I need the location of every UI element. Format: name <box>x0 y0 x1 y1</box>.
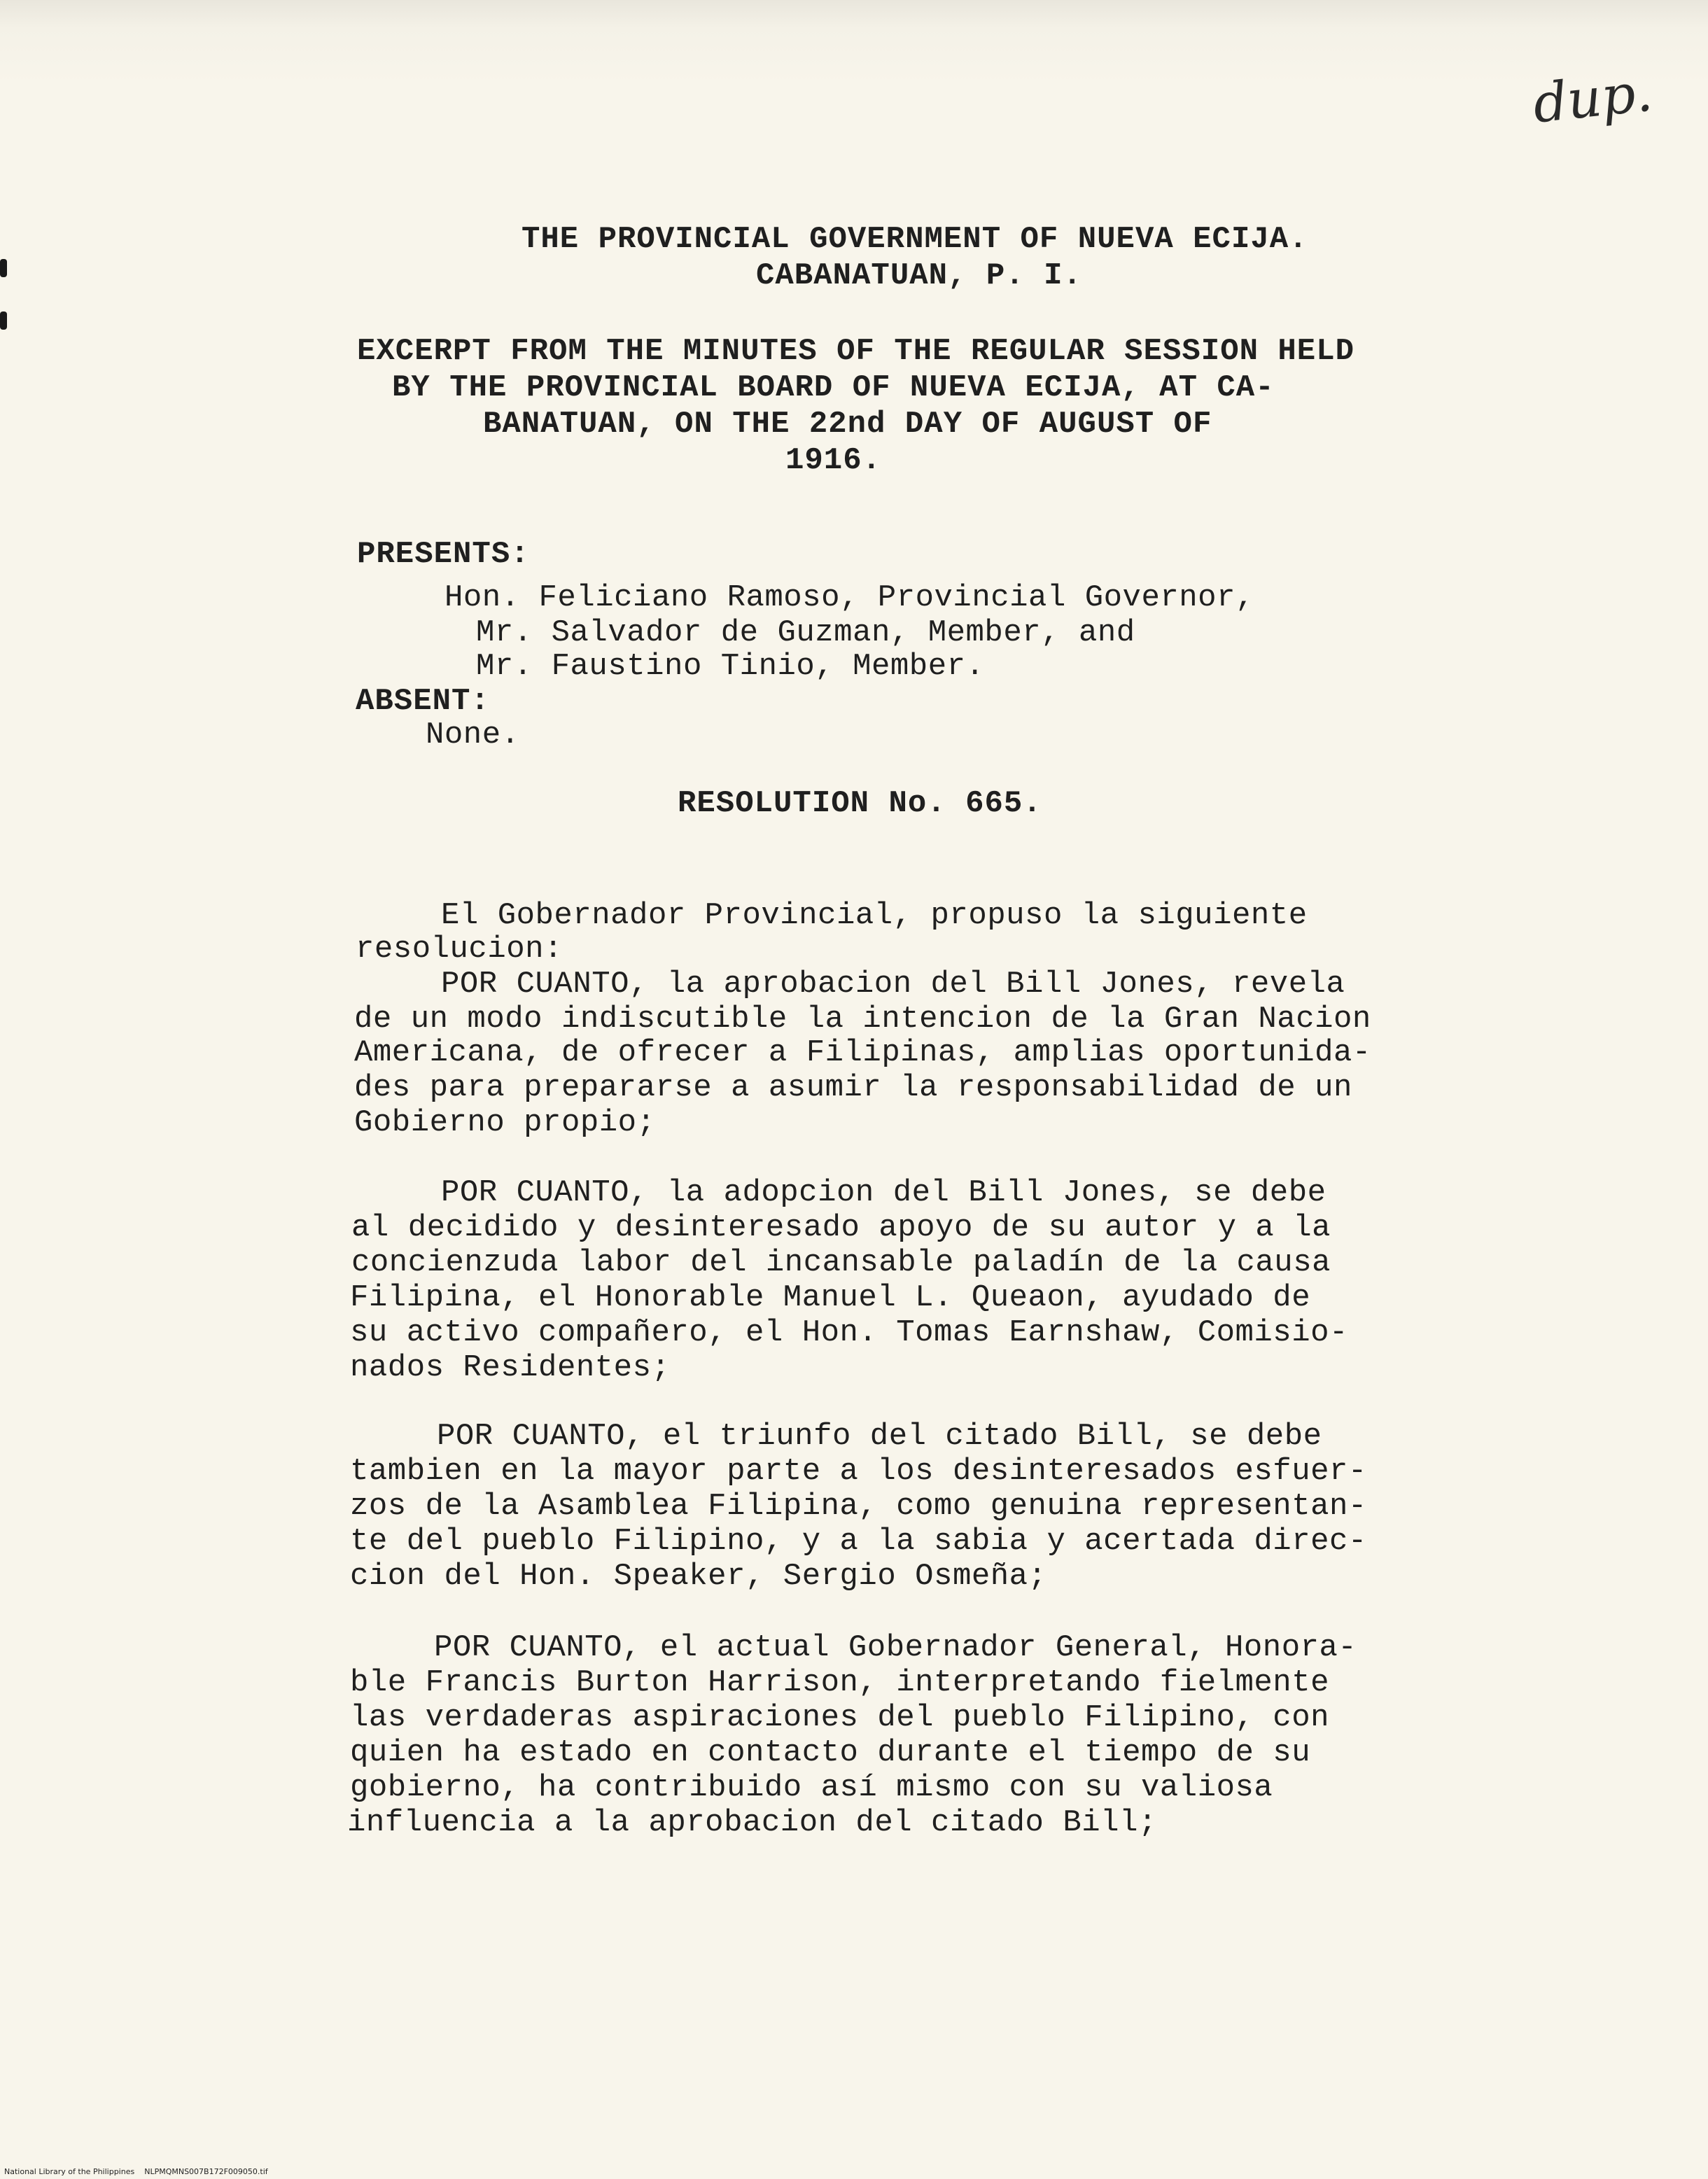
intro-line-2: resolucion: <box>356 932 563 967</box>
absent-label: ABSENT: <box>356 684 490 719</box>
paragraph-4-line-2: ble Francis Burton Harrison, interpretando fielmente <box>350 1665 1330 1700</box>
resolution-title: RESOLUTION No. 665. <box>678 786 1042 821</box>
paragraph-4-line-6: influencia a la aprobacion del citado Bill; <box>347 1805 1157 1840</box>
paragraph-2-line-2: al decidido y desinteresado apoyo de su autor y a la <box>351 1210 1331 1245</box>
paragraph-2-line-1: POR CUANTO, la adopcion del Bill Jones, se debe <box>441 1175 1326 1210</box>
presents-member-1: Hon. Feliciano Ramoso, Provincial Governor, <box>444 580 1254 615</box>
paragraph-1-line-2: de un modo indiscutible la intencion de la Gran Nacion <box>354 1002 1371 1037</box>
paragraph-1-line-1: POR CUANTO, la aprobacion del Bill Jones, revela <box>441 967 1345 1002</box>
paragraph-4-line-4: quien ha estado en contacto durante el tiempo de su <box>350 1735 1311 1770</box>
paragraph-3-line-1: POR CUANTO, el triunfo del citado Bill, se debe <box>437 1419 1322 1454</box>
paragraph-1-line-4: des para prepararse a asumir la responsabilidad de un <box>354 1070 1352 1105</box>
intro-line-1: El Gobernador Provincial, propuso la siguiente <box>441 898 1308 933</box>
paragraph-1-line-5: Gobierno propio; <box>354 1105 656 1140</box>
paragraph-2-line-4: Filipina, el Honorable Manuel L. Queaon, ayudado de <box>350 1280 1311 1315</box>
paragraph-4-line-1: POR CUANTO, el actual Gobernador General, Honora- <box>434 1630 1357 1665</box>
excerpt-line-2: BY THE PROVINCIAL BOARD OF NUEVA ECIJA, AT CA- <box>392 370 1275 405</box>
header-line-1: THE PROVINCIAL GOVERNMENT OF NUEVA ECIJA. <box>522 222 1308 257</box>
paragraph-3-line-3: zos de la Asamblea Filipina, como genuina representan- <box>350 1489 1367 1524</box>
header-line-2: CABANATUAN, P. I. <box>756 258 1082 293</box>
paragraph-2-line-3: concienzuda labor del incansable paladín de la causa <box>351 1245 1331 1280</box>
absent-value: None. <box>426 717 520 752</box>
presents-member-2: Mr. Salvador de Guzman, Member, and <box>476 615 1135 650</box>
paragraph-4-line-3: las verdaderas aspiraciones del pueblo Filipino, con <box>350 1700 1330 1735</box>
paragraph-2-line-5: su activo compañero, el Hon. Tomas Earnshaw, Comisio- <box>350 1315 1348 1350</box>
edge-mark <box>0 311 7 330</box>
file-id: NLPMQMNS007B172F009050.tif <box>144 2167 268 2176</box>
paragraph-3-line-2: tambien en la mayor parte a los desinteresados esfuer- <box>350 1454 1367 1489</box>
scan-footer <box>4 2167 268 2176</box>
edge-mark <box>0 259 7 277</box>
paragraph-3-line-4: te del pueblo Filipino, y a la sabia y acertada direc- <box>350 1524 1367 1559</box>
excerpt-line-3: BANATUAN, ON THE 22nd DAY OF AUGUST OF <box>483 407 1212 442</box>
excerpt-line-4: 1916. <box>785 443 882 478</box>
paragraph-4-line-5: gobierno, ha contribuido así mismo con su valiosa <box>350 1770 1273 1805</box>
presents-member-3: Mr. Faustino Tinio, Member. <box>476 649 985 684</box>
paragraph-2-line-6: nados Residentes; <box>350 1350 671 1385</box>
library-credit: National Library of the Philippines <box>4 2167 135 2176</box>
presents-label: PRESENTS: <box>357 537 530 572</box>
paragraph-3-line-5: cion del Hon. Speaker, Sergio Osmeña; <box>350 1559 1047 1594</box>
excerpt-line-1: EXCERPT FROM THE MINUTES OF THE REGULAR SESSION HELD <box>357 334 1355 369</box>
paragraph-1-line-3: Americana, de ofrecer a Filipinas, amplias oportunida- <box>354 1035 1371 1070</box>
handwritten-note: dup. <box>1530 60 1656 135</box>
